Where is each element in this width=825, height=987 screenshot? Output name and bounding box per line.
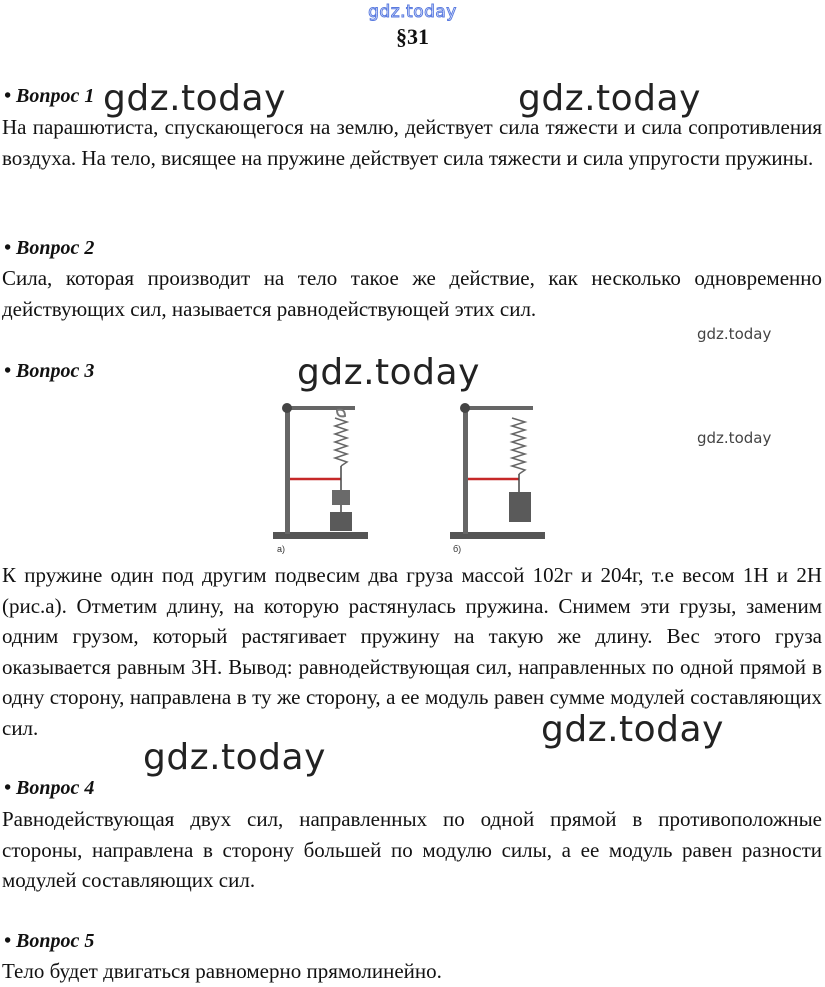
figure-label-b: б) xyxy=(453,544,462,554)
apparatus-b xyxy=(450,403,545,539)
watermark: gdz.today xyxy=(541,709,724,750)
question-2-answer: Сила, которая производит на тело такое же действие, как несколько одновременно действующих сил, называется равнодействующей этих сил. xyxy=(2,266,822,321)
question-4-title: • Вопрос 4 xyxy=(4,777,95,799)
figure-label-a: а) xyxy=(277,544,286,554)
question-3-title: • Вопрос 3 xyxy=(4,360,95,382)
site-logo[interactable]: gdz.today xyxy=(368,2,457,22)
apparatus-a xyxy=(273,403,368,539)
watermark: gdz.today xyxy=(697,325,772,343)
question-4-answer: Равнодействующая двух сил, направленных по одной прямой в противоположные стороны, направлена в сторону большей по модулю силы, а ее модуль равен разности модулей составляющих сил. xyxy=(2,807,822,892)
question-5-answer: Тело будет двигаться равномерно прямолинейно. xyxy=(2,959,442,983)
watermark: gdz.today xyxy=(297,352,480,393)
watermark: gdz.today xyxy=(697,429,772,447)
spring-experiment-figure xyxy=(255,392,555,557)
question-3-answer: К пружине один под другим подвесим два груза массой 102г и 204г, т.е весом 1Н и 2Н (рис.а). Отметим длину, на которую растянулась пружина. Снимем эти грузы, заменим одним грузом, который растягивает пружину на такую же длину. Вес этого груза оказывается равным 3Н. Вывод: равнодействующая сил, направленных по одной прямой в одну сторону, направлена в ту же сторону, а ее модуль равен сумме модулей составляющих сил. xyxy=(2,563,822,740)
question-2-title: • Вопрос 2 xyxy=(4,237,95,259)
question-1-answer: На парашютиста, спускающегося на землю, действует сила тяжести и сила сопротивления воздуха. На тело, висящее на пружине действует сила тяжести и сила упругости пружины. xyxy=(2,115,822,170)
watermark: gdz.today xyxy=(518,78,701,119)
question-5-title: • Вопрос 5 xyxy=(4,930,95,952)
watermark: gdz.today xyxy=(143,737,326,778)
watermark: gdz.today xyxy=(103,78,286,119)
section-title: §31 xyxy=(396,24,429,49)
question-1-title: • Вопрос 1 xyxy=(4,85,95,107)
